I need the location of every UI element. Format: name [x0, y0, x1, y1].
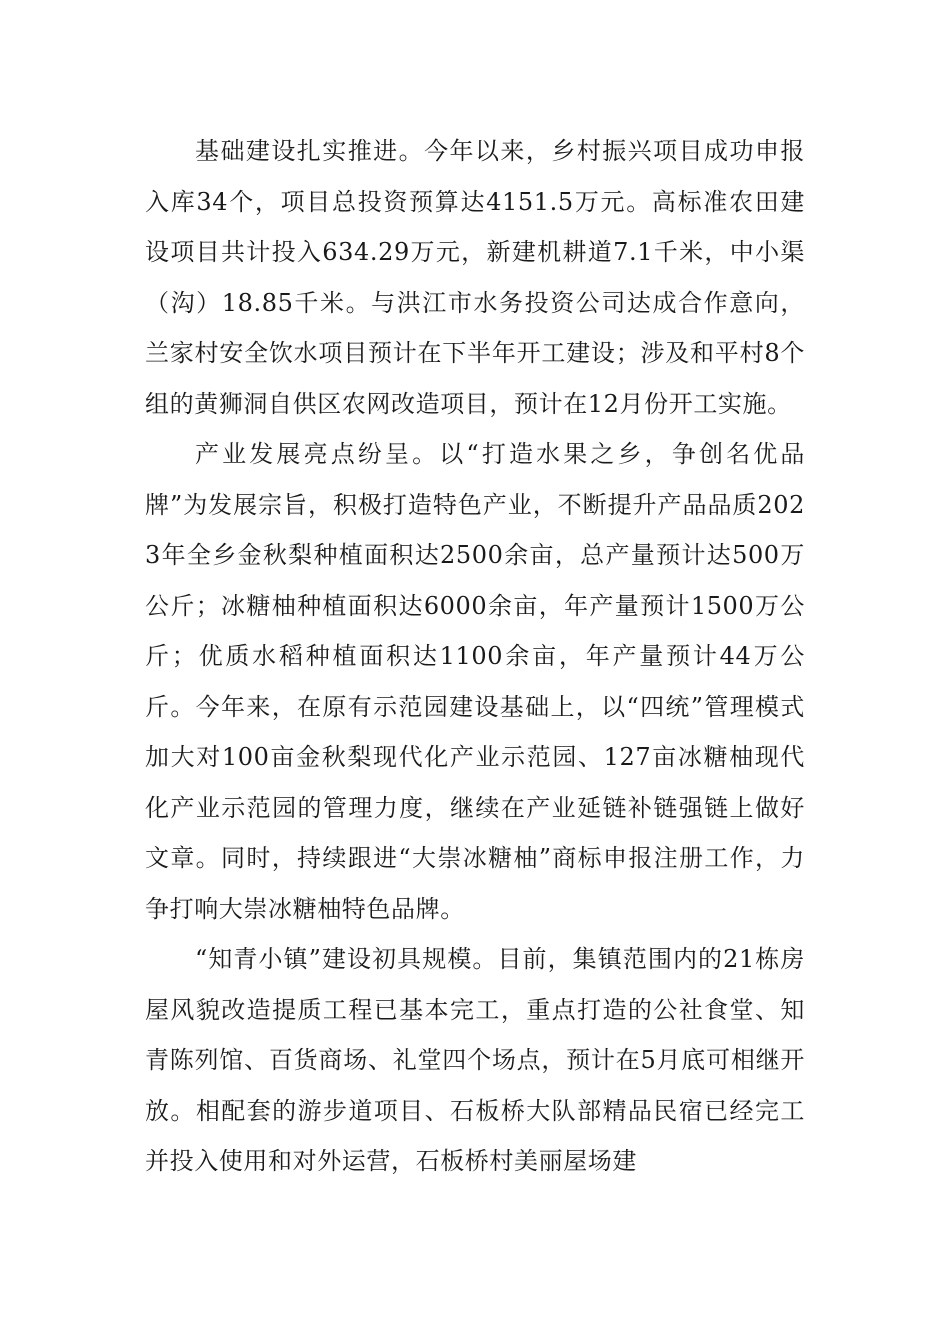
document-body	[145, 126, 805, 1187]
paragraph-zhiqing-town: “知青小镇”建设初具规模。目前，集镇范围内的21栋房屋风貌改造提质工程已基本完工，重点打造的公社食堂、知青陈列馆、百货商场、礼堂四个场点，预计在5月底可相继开放。相配套的游步道项目、石板桥大队部精品民宿已经完工并投入使用和对外运营，石板桥村美丽屋场建	[145, 945, 805, 1175]
paragraph-industry: 产业发展亮点纷呈。以“打造水果之乡，争创名优品牌”为发展宗旨，积极打造特色产业，不断提升产品品质2023年全乡金秋梨种植面积达2500余亩，总产量预计达500万公斤；冰糖柚种植面积达6000余亩，年产量预计1500万公斤；优质水稻种植面积达1100余亩，年产量预计44万公斤。今年来，在原有示范园建设基础上，以“四统”管理模式加大对100亩金秋梨现代化产业示范园、127亩冰糖柚现代化产业示范园的管理力度，继续在产业延链补链强链上做好文章。同时，持续跟进“大崇冰糖柚”商标申报注册工作，力争打响大崇冰糖柚特色品牌。	[145, 440, 805, 923]
paragraph-infrastructure: 基础建设扎实推进。今年以来，乡村振兴项目成功申报入库34个，项目总投资预算达4151.5万元。高标准农田建设项目共计投入634.29万元，新建机耕道7.1千米，中小渠（沟）18.85千米。与洪江市水务投资公司达成合作意向，兰家村安全饮水项目预计在下半年开工建设；涉及和平村8个组的黄狮洞自供区农网改造项目，预计在12月份开工实施。	[145, 137, 805, 418]
